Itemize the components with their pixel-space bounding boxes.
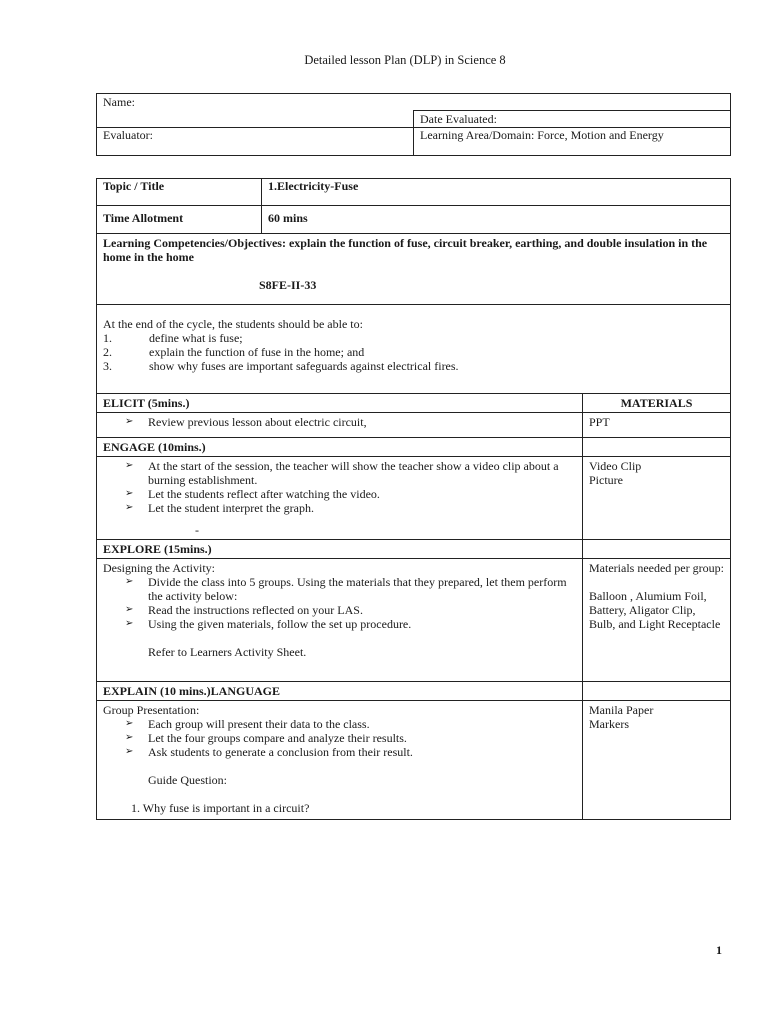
explain-intro: Group Presentation: xyxy=(103,703,200,717)
list-item: ➢ Let the student interpret the graph. xyxy=(125,501,314,515)
learning-competencies xyxy=(97,234,731,305)
objectives-intro: At the end of the cycle, the students should be able to: xyxy=(103,317,363,331)
evaluator-field: Evaluator: xyxy=(97,128,414,156)
objectives-list xyxy=(103,331,724,373)
arrowhead-bullet-icon: ➢ xyxy=(125,416,134,427)
explain-heading: EXPLAIN (10 mins.)LANGUAGE xyxy=(97,682,583,701)
blank-cell xyxy=(583,438,731,457)
list-item: ➢ At the start of the session, the teacher will show the teacher show a video clip about a burning establishment. xyxy=(125,459,559,487)
lesson-plan-table xyxy=(96,178,731,820)
materials-heading: MATERIALS xyxy=(583,394,731,413)
arrowhead-bullet-icon: ➢ xyxy=(125,604,134,615)
engage-heading: ENGAGE (10mins.) xyxy=(97,438,583,457)
guide-question-label: Guide Question: xyxy=(148,773,227,787)
list-item: ➢ Divide the class into 5 groups. Using the materials that they prepared, let them perform the activity below: xyxy=(125,575,567,603)
list-item: ➢ Each group will present their data to the class. xyxy=(125,717,370,731)
engage-body xyxy=(97,457,583,540)
blank-cell xyxy=(583,682,731,701)
name-field: Name: xyxy=(97,94,731,111)
elicit-materials: PPT xyxy=(583,413,731,438)
guide-question: 1. Why fuse is important in a circuit? xyxy=(131,801,310,815)
list-item: ➢ Ask students to generate a conclusion from their result. xyxy=(125,745,413,759)
objectives-section xyxy=(97,305,731,394)
explore-body xyxy=(97,559,583,682)
list-item: ➢ Read the instructions reflected on your LAS. xyxy=(125,603,363,617)
arrowhead-bullet-icon: ➢ xyxy=(125,732,134,743)
learning-area-field: Learning Area/Domain: Force, Motion and Energy xyxy=(414,128,731,156)
time-allotment-label: Time Allotment xyxy=(97,206,262,234)
explore-note: Refer to Learners Activity Sheet. xyxy=(148,645,307,659)
elicit-body xyxy=(97,413,583,438)
explain-body xyxy=(97,701,583,820)
explain-materials: Manila Paper Markers xyxy=(583,701,731,820)
arrowhead-bullet-icon: ➢ xyxy=(125,576,134,587)
arrowhead-bullet-icon: ➢ xyxy=(125,618,134,629)
trailing-dash: - xyxy=(195,523,199,537)
elicit-heading: ELICIT (5mins.) xyxy=(97,394,583,413)
explore-intro: Designing the Activity: xyxy=(103,561,215,575)
explore-materials: Materials needed per group: Balloon , Alumium Foil, Battery, Aligator Clip, Bulb, and Light Receptacle xyxy=(583,559,731,682)
arrowhead-bullet-icon: ➢ xyxy=(125,746,134,757)
arrowhead-bullet-icon: ➢ xyxy=(125,502,134,513)
list-item: ➢ Using the given materials, follow the set up procedure. xyxy=(125,617,412,631)
list-item: ➢ Review previous lesson about electric circuit, xyxy=(125,415,367,429)
list-item: 2. explain the function of fuse in the home; and xyxy=(103,345,365,359)
list-item: ➢ Let the students reflect after watching the video. xyxy=(125,487,380,501)
list-item: 1. define what is fuse; xyxy=(103,331,243,345)
competency-text: Learning Competencies/Objectives: explain the function of fuse, circuit breaker, earthing, and double insulation in the home in the home xyxy=(103,236,708,264)
topic-label: Topic / Title xyxy=(97,179,262,206)
document-title: Detailed lesson Plan (DLP) in Science 8 xyxy=(304,53,506,67)
list-item: 3. show why fuses are important safeguards against electrical fires. xyxy=(103,359,459,373)
date-evaluated-field: Date Evaluated: xyxy=(414,111,731,128)
engage-materials: Video Clip Picture xyxy=(583,457,731,540)
explore-heading: EXPLORE (15mins.) xyxy=(97,540,583,559)
arrowhead-bullet-icon: ➢ xyxy=(125,488,134,499)
list-item: ➢ Let the four groups compare and analyze their results. xyxy=(125,731,407,745)
topic-value: 1.Electricity-Fuse xyxy=(262,179,731,206)
time-allotment-value: 60 mins xyxy=(262,206,731,234)
blank-cell xyxy=(97,111,414,128)
blank-cell xyxy=(583,540,731,559)
page-number: 1 xyxy=(716,943,722,957)
competency-code: S8FE-II-33 xyxy=(259,278,317,292)
evaluation-header-table xyxy=(96,93,731,156)
arrowhead-bullet-icon: ➢ xyxy=(125,718,134,729)
arrowhead-bullet-icon: ➢ xyxy=(125,460,134,471)
